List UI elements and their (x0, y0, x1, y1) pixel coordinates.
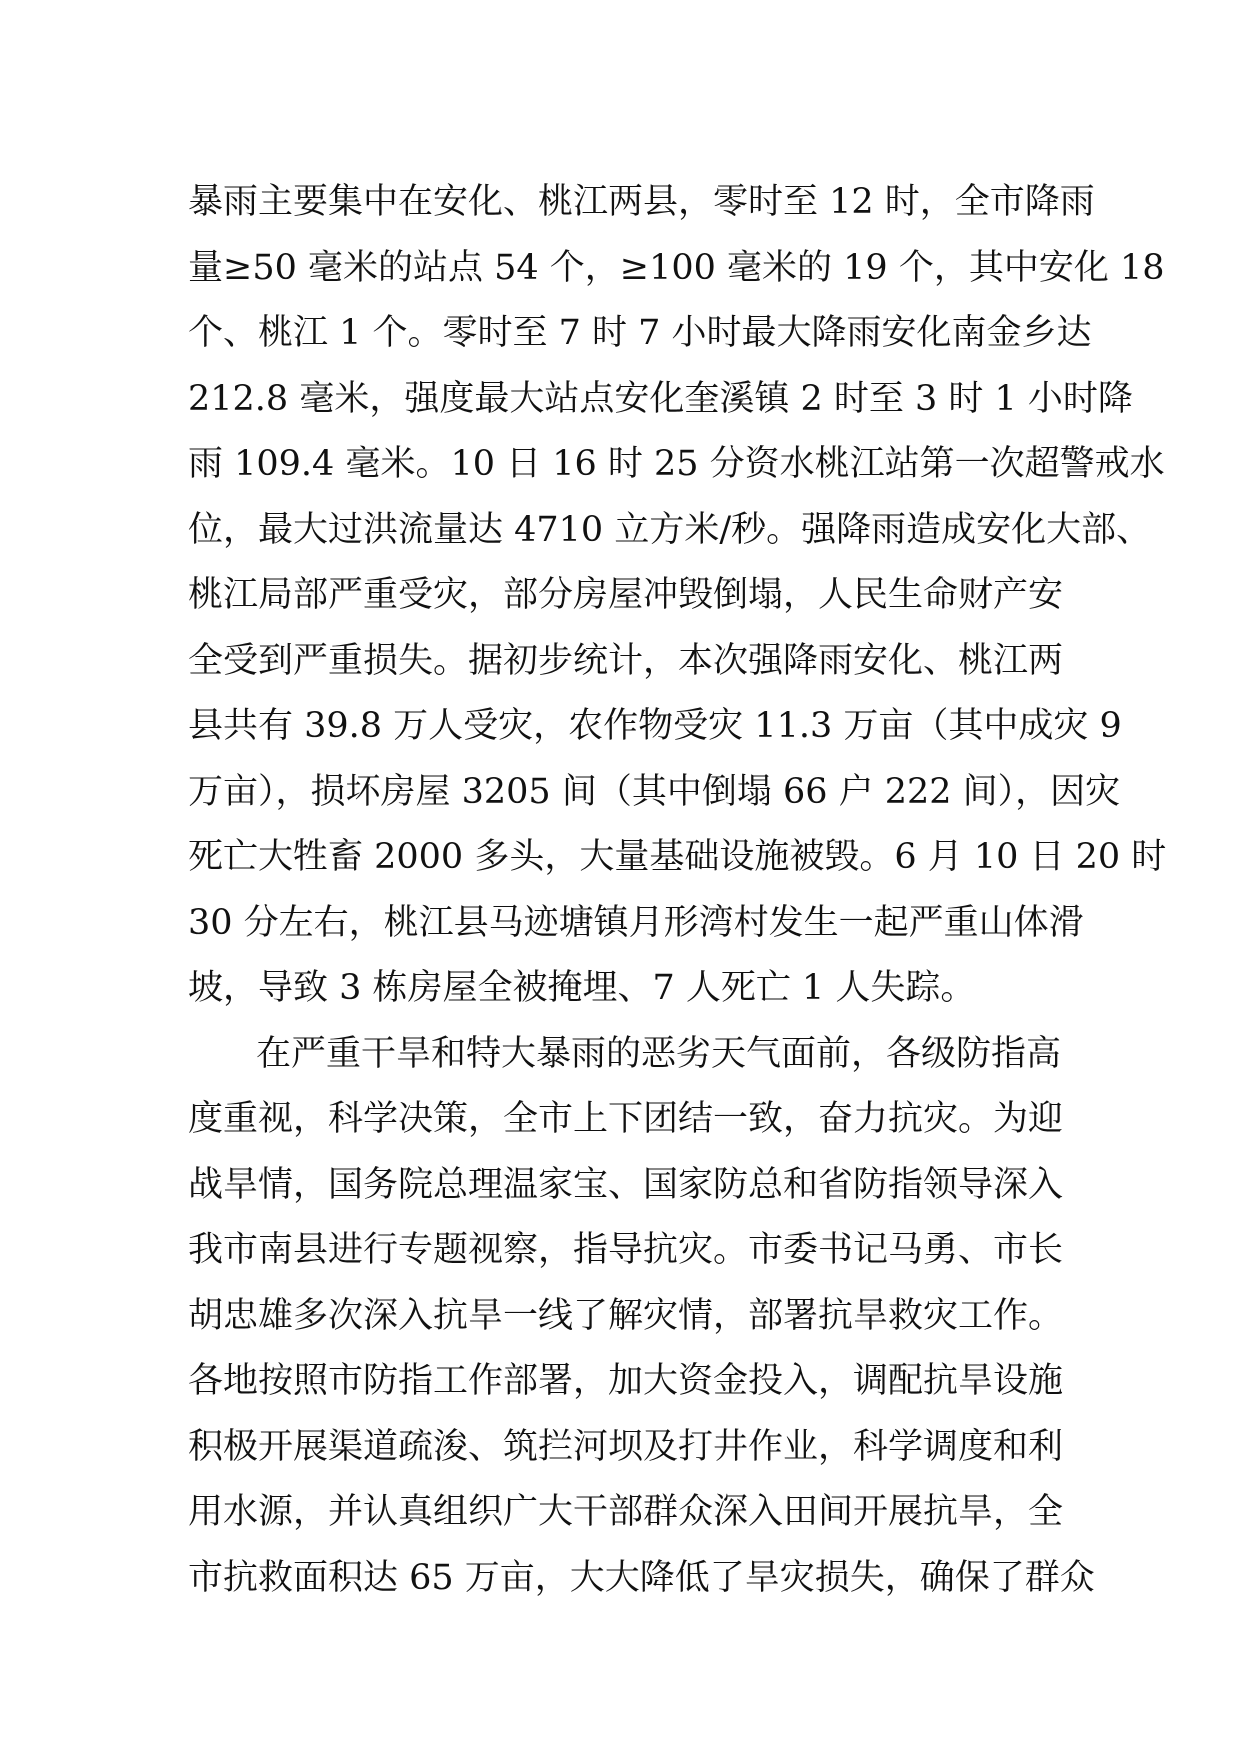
text-line: 各地按照市防指工作部署，加大资金投入，调配抗旱设施 (188, 1361, 1064, 1401)
text-line: 死亡大牲畜 2000 多头，大量基础设施被毁。6 月 10 日 20 时 (188, 837, 1167, 877)
paragraph-start-line: 在严重干旱和特大暴雨的恶劣天气面前，各级防指高 (256, 1033, 1062, 1074)
text-line: 雨 109.4 毫米。10 日 16 时 25 分资水桃江站第一次超警戒水 (188, 444, 1165, 484)
text-line: 桃江局部严重受灾，部分房屋冲毁倒塌，人民生命财产安 (188, 575, 1064, 615)
text-line: 全受到严重损失。据初步统计，本次强降雨安化、桃江两 (188, 640, 1064, 681)
text-line: 量≥50 毫米的站点 54 个，≥100 毫米的 19 个，其中安化 18 (188, 247, 1165, 288)
text-line: 个、桃江 1 个。零时至 7 时 7 小时最大降雨安化南金乡达 (188, 313, 1092, 353)
text-line: 我市南县进行专题视察，指导抗灾。市委书记马勇、市长 (188, 1230, 1064, 1270)
text-line: 暴雨主要集中在安化、桃江两县，零时至 12 时，全市降雨 (188, 182, 1095, 222)
text-line: 县共有 39.8 万人受灾，农作物受灾 11.3 万亩（其中成灾 9 (188, 706, 1122, 746)
text-line: 市抗救面积达 65 万亩，大大降低了旱灾损失，确保了群众 (188, 1557, 1095, 1598)
text-line: 坡，导致 3 栋房屋全被掩埋、7 人死亡 1 人失踪。 (188, 968, 976, 1008)
body-text (188, 170, 1167, 1611)
text-line: 度重视，科学决策，全市上下团结一致，奋力抗灾。为迎 (188, 1099, 1064, 1139)
text-line: 位，最大过洪流量达 4710 立方米/秒。强降雨造成安化大部、 (188, 509, 1152, 550)
text-line: 积极开展渠道疏浚、筑拦河坝及打井作业，科学调度和利 (188, 1426, 1064, 1467)
text-line: 胡忠雄多次深入抗旱一线了解灾情，部署抗旱救灾工作。 (188, 1295, 1064, 1336)
text-line: 212.8 毫米，强度最大站点安化奎溪镇 2 时至 3 时 1 小时降 (188, 378, 1133, 419)
text-line: 战旱情，国务院总理温家宝、国家防总和省防指领导深入 (188, 1164, 1064, 1205)
text-line: 万亩），损坏房屋 3205 间（其中倒塌 66 户 222 间），因灾 (188, 771, 1121, 812)
text-line: 30 分左右，桃江县马迹塘镇月形湾村发生一起严重山体滑 (188, 902, 1084, 943)
text-line: 用水源，并认真组织广大干部群众深入田间开展抗旱，全 (188, 1492, 1064, 1532)
